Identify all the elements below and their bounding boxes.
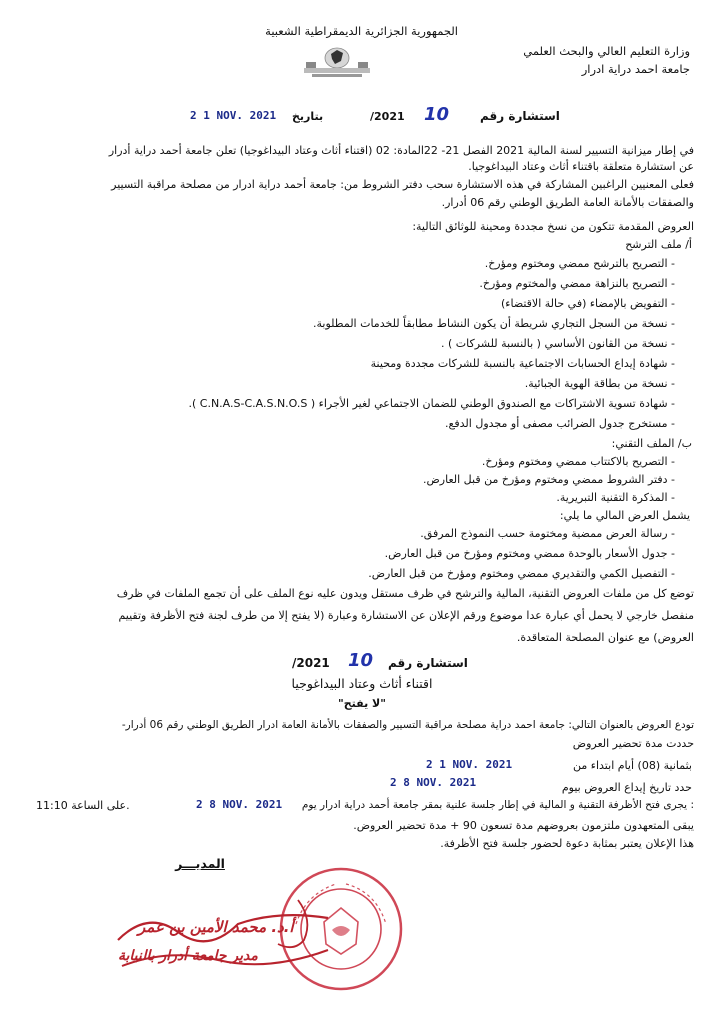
- section-b-item: - التصريح بالاكتتاب ممضي ومختوم ومؤرخ.: [481, 455, 675, 468]
- duration-line: حددت مدة تحضير العروض: [572, 737, 694, 750]
- section-a-item: - التصريح بالترشح ممضي ومختوم ومؤرخ.: [484, 257, 675, 270]
- section-a-item: - التصريح بالنزاهة ممضي والمختوم ومؤرخ.: [479, 277, 675, 290]
- section-c-title: يشمل العرض المالي ما يلي:: [559, 509, 690, 522]
- section-b-title: ب/ الملف التقني:: [611, 437, 692, 450]
- intro-line-4: والصفقات بالأمانة العامة الطريق الوطني رقم 06 أدرار.: [441, 196, 694, 209]
- date-stamp: 2 1 NOV. 2021: [190, 109, 277, 122]
- envelope-subject: اقتناء أثاث وعتاد البيداغوجيا: [291, 676, 433, 691]
- envelope-year: /2021: [292, 656, 330, 670]
- section-a-item: - نسخة من القانون الأساسي ( بالنسبة للشركات ) .: [440, 337, 675, 350]
- validity-line: يبقى المتعهدون ملتزمون بعروضهم مدة تسعون 90 + مدة تحضير العروض.: [353, 819, 694, 832]
- deadline-line: [390, 776, 692, 796]
- deadline-text: حدد تاريخ إيداع العروض بيوم: [561, 781, 692, 794]
- consultation-label: استشارة رقم: [480, 109, 560, 123]
- section-b-item: - المذكرة التقنية التبريرية.: [556, 491, 675, 504]
- envelope-line-1: توضع كل من ملفات العروض التقنية، المالية والترشح في ظرف مستقل ويدون عليه نوع الملف على أن تجمع الملفات في ظرف: [116, 587, 694, 600]
- section-a-title: أ/ ملف الترشح: [625, 238, 692, 251]
- date-stamp: 2 8 NOV. 2021: [390, 776, 477, 789]
- section-a-item: - مستخرج جدول الضرائب مصفى أو مجدول الدفع.: [445, 417, 675, 430]
- envelope-consultation-line: [290, 652, 480, 674]
- intro-line-2: عن استشارة متعلقة باقتناء أثاث وعتاد البيداغوجيا.: [468, 160, 694, 173]
- envelope-line-3: العروض) مع عنوان المصلحة المتعاقدة.: [516, 631, 694, 644]
- consultation-line: [180, 106, 610, 128]
- deposit-line: تودع العروض بالعنوان التالي: جامعة احمد دراية مصلحة مراقبة التسيير والصفقات بالأمانة العامة ادرار الطريق الوطني رقم 06 أدرار-: [121, 719, 694, 731]
- section-a-item: - نسخة من السجل التجاري شريطة أن يكون النشاط مطابقاً للخدمات المطلوبة.: [313, 317, 675, 330]
- consultation-year: /2021: [370, 110, 405, 123]
- intro-line-1: في إطار ميزانية التسيير لسنة المالية 2021 الفصل 21- 22المادة: 02 (اقتناء أثاث وعتاد البيداغوجيا) تعلن جامعة أحمد دراية أدرار: [108, 144, 694, 157]
- date-stamp: 2 8 NOV. 2021: [196, 798, 283, 811]
- do-not-open: "لا يفتح": [338, 697, 386, 710]
- university-logo: [300, 44, 374, 80]
- section-c-item: - التفصيل الكمي والتقديري ممضي ومختوم ومؤرخ من قبل العارض.: [368, 567, 675, 580]
- republic-title: الجمهورية الجزائرية الديمقراطية الشعبية: [265, 24, 458, 38]
- opening-time: على الساعة 11:10.: [36, 799, 130, 812]
- section-a-item: - شهادة تسوية الاشتراكات مع الصندوق الوطني للضمان الاجتماعي لغير الأجراء ( C.N.A.S-C.A.S.N.O.S ).: [188, 397, 675, 410]
- envelope-consultation-label: استشارة رقم: [388, 656, 468, 670]
- signer-name: أ.د. محمد الأمين بن عمر: [138, 918, 294, 936]
- university-name: جامعة احمد دراية ادرار: [581, 62, 690, 76]
- date-stamp: 2 1 NOV. 2021: [426, 758, 513, 771]
- section-a-item: - نسخة من بطاقة الهوية الجبائية.: [524, 377, 675, 390]
- envelope-handwritten-number: 10: [348, 650, 374, 671]
- intro-line-5: العروض المقدمة تتكون من نسخ مجددة ومحينة للوثائق التالية:: [412, 220, 694, 233]
- signer-title: مدير جامعة أدرار بالنيابة: [118, 948, 258, 964]
- handwritten-number: 10: [424, 104, 450, 125]
- director-label: المديـــر: [175, 856, 225, 871]
- handwritten-signature: [108, 880, 338, 990]
- opening-line: [30, 796, 694, 816]
- date-label: بتاريخ: [292, 110, 324, 123]
- eight-days-text: بثمانية (08) أيام ابتداء من: [573, 759, 692, 772]
- section-a-item: - التفويض بالإمضاء (في حالة الاقتضاء): [501, 297, 675, 310]
- section-c-item: - جدول الأسعار بالوحدة ممضي ومختوم ومؤرخ من قبل العارض.: [384, 547, 675, 560]
- invitation-line: هذا الإعلان يعتبر بمثابة دعوة لحضور جلسة فتح الأظرفة.: [440, 837, 694, 850]
- section-a-item: - شهادة إيداع الحسابات الاجتماعية بالنسبة للشركات مجددة ومحينة: [370, 357, 675, 370]
- ministry-name: وزارة التعليم العالي والبحث العلمي: [523, 44, 690, 58]
- section-b-item: - دفتر الشروط ممضي ومختوم ومؤرخ من قبل العارض.: [423, 473, 675, 486]
- section-c-item: - رسالة العرض ممضية ومختومة حسب النموذج المرفق.: [420, 527, 675, 540]
- envelope-line-2: منفصل خارجي لا يحمل أي عبارة عدا موضوع ورقم الإعلان عن الاستشارة وعبارة (لا يفتح إلا من طرف لجنة فتح الأظرفة وتقييم: [118, 609, 694, 622]
- intro-line-3: فعلى المعنيين الراغبين المشاركة في هذه الاستشارة سحب دفتر الشروط من: جامعة أحمد دراية ادرار من مصلحة مراقبة التسيير: [111, 178, 694, 191]
- eight-days-line: [420, 755, 692, 775]
- opening-text: يجرى فتح الأظرفة التقنية و المالية في إطار جلسة علنية بمقر جامعة أحمد دراية ادرار يوم :: [301, 799, 694, 811]
